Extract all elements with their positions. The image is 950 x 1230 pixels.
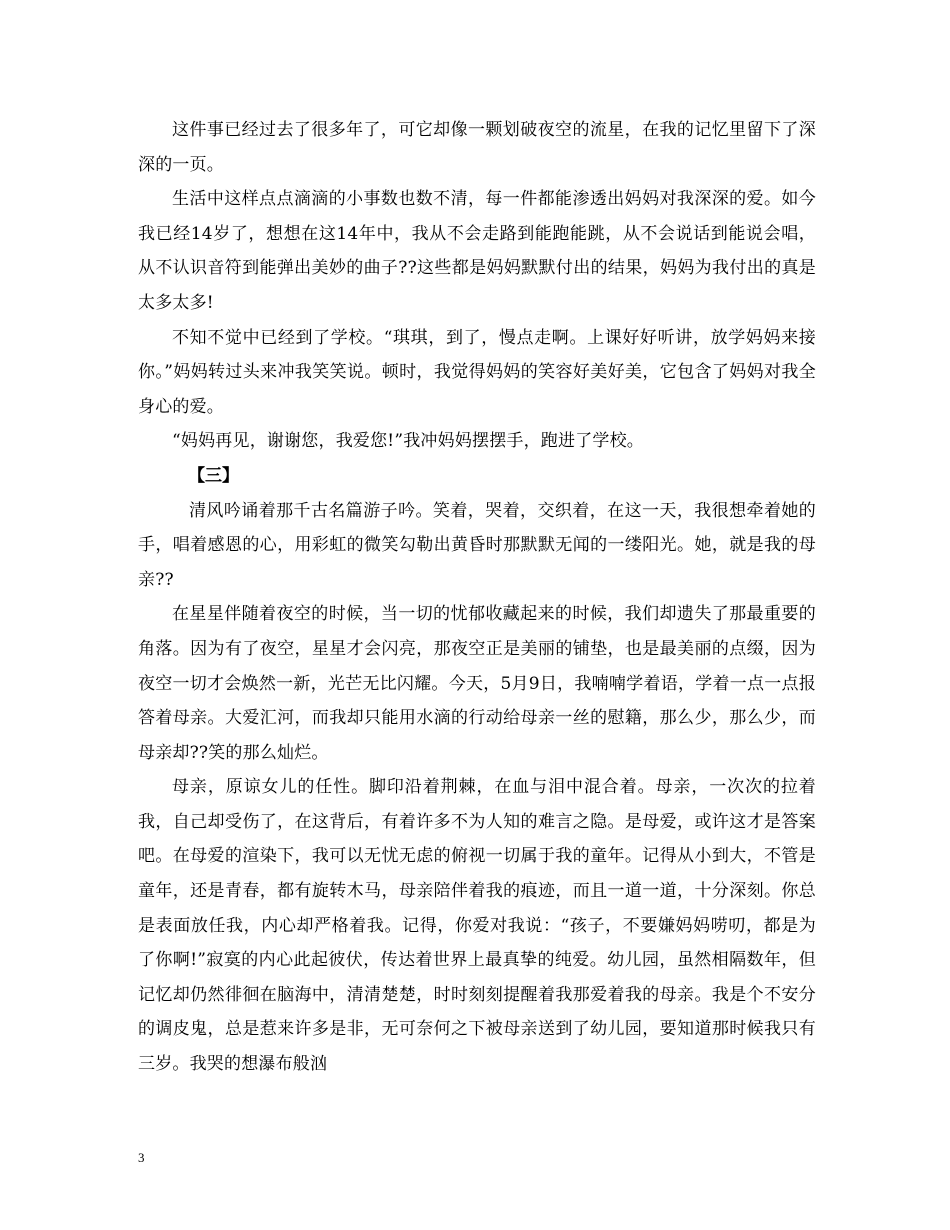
paragraph: 母亲，原谅女儿的任性。脚印沿着荆棘，在血与泪中混合着。母亲，一次次的拉着我，自己却受伤了，在这背后，有着许多不为人知的难言之隐。是母爱，或许这才是答案吧。在母爱的渲染下，我可以无忧无虑的俯视一切属于我的童年。记得从小到大，不管是童年，还是青春，都有旋转木马，母亲陪伴着我的痕迹，而且一道一道，十分深刻。你总是表面放任我，内心却严格着我。记得，你爱对我说：“孩子，不要嫌妈妈唠叨，都是为了你啊!”寂寞的内心此起彼伏，传达着世界上最真挚的纯爱。幼儿园，虽然相隔数年，但记忆却仍然徘徊在脑海中，清清楚楚，时时刻刻提醒着我那爱着我的母亲。我是个不安分的调皮鬼，总是惹来许多是非，无可奈何之下被母亲送到了幼儿园，要知道那时候我只有三岁。我哭的想瀑布般汹 [138, 777, 816, 1075]
document-body [138, 113, 816, 1082]
page-number: 3 [138, 1150, 145, 1165]
paragraph: 清风吟诵着那千古名篇游子吟。笑着，哭着，交织着，在这一天，我很想牵着她的手，唱着感恩的心，用彩虹的微笑勾勒出黄昏时那默默无闻的一缕阳光。她，就是我的母亲?? [138, 500, 816, 590]
paragraph: 这件事已经过去了很多年了，可它却像一颗划破夜空的流星，在我的记忆里留下了深深的一页。 [138, 120, 816, 175]
paragraph: “妈妈再见，谢谢您，我爱您!”我冲妈妈摆摆手，跑进了学校。 [172, 431, 645, 452]
section-heading: 【三】 [188, 465, 239, 486]
paragraph: 不知不觉中已经到了学校。“琪琪，到了，慢点走啊。上课好好听讲，放学妈妈来接你。”妈妈转过头来冲我笑笑说。顿时，我觉得妈妈的笑容好美好美，它包含了妈妈对我全身心的爱。 [138, 327, 816, 417]
paragraph: 在星星伴随着夜空的时候，当一切的忧郁收藏起来的时候，我们却遗失了那最重要的角落。因为有了夜空，星星才会闪亮，那夜空正是美丽的铺垫，也是最美丽的点缀，因为夜空一切才会焕然一新，光芒无比闪耀。今天，5月9日，我喃喃学着语，学着一点一点报答着母亲。大爱汇河，而我却只能用水滴的行动给母亲一丝的慰籍，那么少，那么少，而母亲却??笑的那么灿烂。 [138, 604, 816, 763]
paragraph: 生活中这样点点滴滴的小事数也数不清，每一件都能渗透出妈妈对我深深的爱。如今我已经14岁了，想想在这14年中，我从不会走路到能跑能跳，从不会说话到能说会唱，从不认识音符到能弹出美妙的曲子??这些都是妈妈默默付出的结果，妈妈为我付出的真是太多太多! [138, 189, 816, 313]
